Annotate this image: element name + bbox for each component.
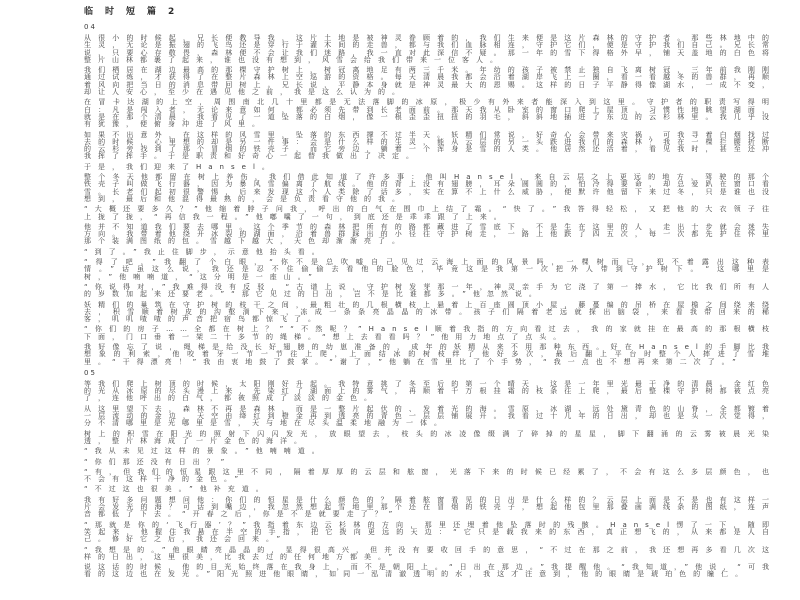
paragraph: 从这里望下去，森林不再是森林，而是一整片起伏的、发着光的海。雪原、冰湖、远处黛青色的山脊，全都镀着一层流动的金边，天空由绛红到橙金再到透亮的青色一层层铺展开。我看过十几年的日出，却也是头一次觉得，分不清哪里是光哪里是雪，天与地在尽头温柔地融为一体。 xyxy=(84,404,776,428)
paragraph: 树上的积雪在阳光的照射下闪闪发光，放眼望去，枝头的冰凌像缀满了碎掉的星星，脚下翻涌的云雾被晨光染透，整片林海成了一片金色的海洋。 xyxy=(84,429,776,445)
section-marker: 04 xyxy=(84,23,97,31)
paragraph: “你们的房子……全都在树上？”“不然呢？”Hansel顺着我指的方向看过去，我的家就挂在最高的那根横枝下面，门口垂着一架二十多节的绳梯。“想上去看看吗？”他用力地点了点头。 xyxy=(84,325,776,341)
paragraph: “不过这也很美。”他补充道。 xyxy=(84,485,270,494)
paragraph: “有，但我们的恒星跟这里不同，隔着厚厚的云层和舷窗，光落下来的时候已经累了，不会有这么多层颜色，也不会有这样干净的金色。” xyxy=(84,467,776,484)
paragraph: 等我们爬上树顶的时候，太阳刚好升起。我特意挑了冬至后的第一个晴天，这是一年里光最干净的清晨。金红色的光从冰原的尽头漫上来，先染红了湖面上的雾气，再顺着千万根挂霜的枝条往上爬，最后整棵守护树都被点亮了，连他呼出的白气，都被照成了淡淡的金色。 xyxy=(84,379,776,403)
paragraph: 整个冬天他都留在树上养伤，我们借此知道了许多事：他叫Hansel，来自云层之上更远的地方，驾驶的那个铁壳子叫做飞行器，因为暴风雪偏离了航线。他的背上没有翅膀，耳朵圆圆的，怕冷得要命，却总爱趴在窗口看雪。长老们起初很警惕，后来发现这个人类除了话多，实在算不上什么威胁，便默许他留下来过冬，只是谁也没想到，最后和他混得最熟的，会是负责看守他的我。 xyxy=(84,173,776,203)
paragraph: 于是，我们迎来了Hansel。 xyxy=(84,162,276,171)
paragraph: “那就是你的‘飞行器’？”我指着东边云杉林的方向，那里还埋着他坠落时的残骸。Hansel愣了一下，随即笑起来，他握住我悬在半空的手指，把它拨向更远的天边：“它只是载我来的东西，真正想飞的，从来都是人自己。修好它之后，我还会回来。” xyxy=(84,520,776,544)
paragraph: 他并不知道我们要去哪里。这个季节的森林把所有的路都藏进了雪底下，不是生在这里的人，走出十步就会迷失方向。我带着他绕开冰裂的湖面，沿着兽群踩出的小径往守护树走，一路上他跌了四五次，每一次都先护住怀里那个装满图纸的包。雪越下越大，天色却渐渐亮了。 xyxy=(84,222,776,246)
paragraph: 如果不出意外，在这样的风雪里，坠落的东西撑不过半天。妖精们常说，好奇心会带来灾祸，可我寻着白烟找过去的时候，心里想的却是另一件事：会是什么样的生灵，能从云层的另一头跌进我们的森林？我在一棵拦腰折断的云杉旁找到了那个冒烟的铁壳子，而它旁边，躺着一个浑身是雪的人类。他居然还活着，看见我时，甚至还冲我挥了挥手。于是职责和好奇心一起替我做出了决定。 xyxy=(84,130,776,161)
paragraph: “我从未见过这样的景象。”他喃喃道。 xyxy=(84,447,326,456)
paragraph: “你说得对，”我难得没有反驳，“古谱上说，守护树发芽那一年，神灵亲手为它浇了第一捧水，它比我们所有人的岁数加起来还要老。”“那它见过的日出，岂不是比谁都多。”他忽然说。 xyxy=(84,282,776,299)
paragraph: 我有好多问题想问他：你们的恒星是什么颜色的？隔着舷窗看见的日出是什么样的？云层上面是不是也有这样一片会发光的海？可话到嘴边，我忽然想起雪地里那个还在冒烟的铁壳子，想起他包里那叠画满线条的图纸，连声音都低了下去。“开春之后，你是不是就要走了？” xyxy=(84,495,776,519)
paragraph: 从很小的时候起，兄长便教导我，这片土地是被神灵眷顾着的，我们生来便是这片森林的守护者。那些林地中的生灵，无论是振翅的飞鸟还是穿行于灌木间的走兽，都与我们血脉相连，守护它们，便是守护我们自己。兄长常说，只要心存敬畏，森林便不会让我们迷路，我一直对此深信不疑。那一年的雪下得格外早，铺天盖地的白色将整片山林都裹了起来，谁也没有想到，风雪会给我们带来一位客人。 xyxy=(84,34,776,64)
section-marker: 05 xyxy=(84,368,97,377)
paragraph: 我好像忘了说，绳梯是给没长好翅膀的幼崽准备的，成年的妖精从来不用那种东西。好在Hansel的手脚比我想象的利索，他咬着牙一节一节往上爬，上面结冰的树枝绊了他好多次，最后翻上平台时整个人摔进了雪堆里。“干得漂亮！”我由衷地鼓了鼓掌。“谢了，”他躺在雪里比了个手势，“我一点也不想再来第二次了。” xyxy=(84,342,776,366)
document-content xyxy=(84,23,776,579)
paragraph: 在冒卡达湖的上空，周围南北几十里都是无法落脚的冰原，极少有外来者能深入到这里。守护者的职责写得明白：凡是闯入者，无论来意如何，都必须先带到长老面前。那天我从卧室的窗口爬上屋顶，习惯性地眺望湖面，就是在那个清晨，我看见了一道坠落的白烟，像一根歪歪扭扭的羽毛，斜斜地插进了东边的云杉林里。我几乎没有犹豫，便俯身冲进了风里。 xyxy=(84,98,776,129)
paragraph: “我想是的。”他眼睛亮晶晶的，显得很高兴，但并没有要收回手的意思，“不过在那之前，我还想再多看几次这样的日出，这里很美，比我去过的任何地方都美。” xyxy=(84,545,776,561)
paragraph: “大概还要多久？”他缩着脖子问我，呼出的白气在围巾上结了霜。“快了。”我答得轻松，又把他的大衣领子往上拢了拢，“再信我一程。”他嘟囔了一句，到底还是乖乖跟了上来。 xyxy=(84,205,776,221)
paragraph: “你们那还没有日出？” xyxy=(84,457,232,466)
paragraph: 妖精们的巢筑在守护树的枝干之间，最粗壮的几根横枝上悬着上百座圆顶小屋，藤蔓编的吊桥在屋檐之间绕来绕去，积雪顺着树皮的沟壑淌下来，冻成一条条亮晶晶的冰带。孩子们隔着老远就探出脑袋，来看我带回来的稀客，叽叽喳喳的声音把宿鸟都惊飞了。 xyxy=(84,300,776,324)
paragraph: “到了。”我止住脚步，示意他抬头看。 xyxy=(84,247,326,256)
paragraph: “得了吧，”我翻了个白眼，“你不是总吹嘘自己见过云海上面的风景吗，一棵树而已，犯不着露出这种表情。”话虽这么说，我还是忍不住偷偷去看他的脸色，毕竟这是我第一次把外人带到守护树下。“这哪里是树，”他喃喃道，“这分明是一座山。” xyxy=(84,258,776,281)
paragraph: 我们栖居在湖边最高的那棵守护树上，树冠离地足有两三千米。年幼的孩子被禁止独自飞离树冠，三年前我刚刚通过试炼，才获得了在整片森林上空巡游的资格。每天清晨我都会沿着湖岸飞上一圈，看一看越冬的兽群，再顺着风向把当日的消息带回树上。兄长说，平静本身就是神灵最大的恩赐。这样的日子平静得像湖水，一成不变，却让人安心，至少在遇见他之前，我是这么认为的。 xyxy=(84,66,776,97)
page-title: 临时短篇2 xyxy=(84,7,187,17)
paragraph: 说这话的时候，他的目光始终落在我身上，而不是朝阳上。“日出在那边。”我提醒他。“我知道，”他说，“可我看的这边也在发光。”阳光照进他眼睛，如同一泓清澈透明的水，我这才注意到，他的眼睛是琥珀色的瞳仁。 xyxy=(84,563,776,579)
